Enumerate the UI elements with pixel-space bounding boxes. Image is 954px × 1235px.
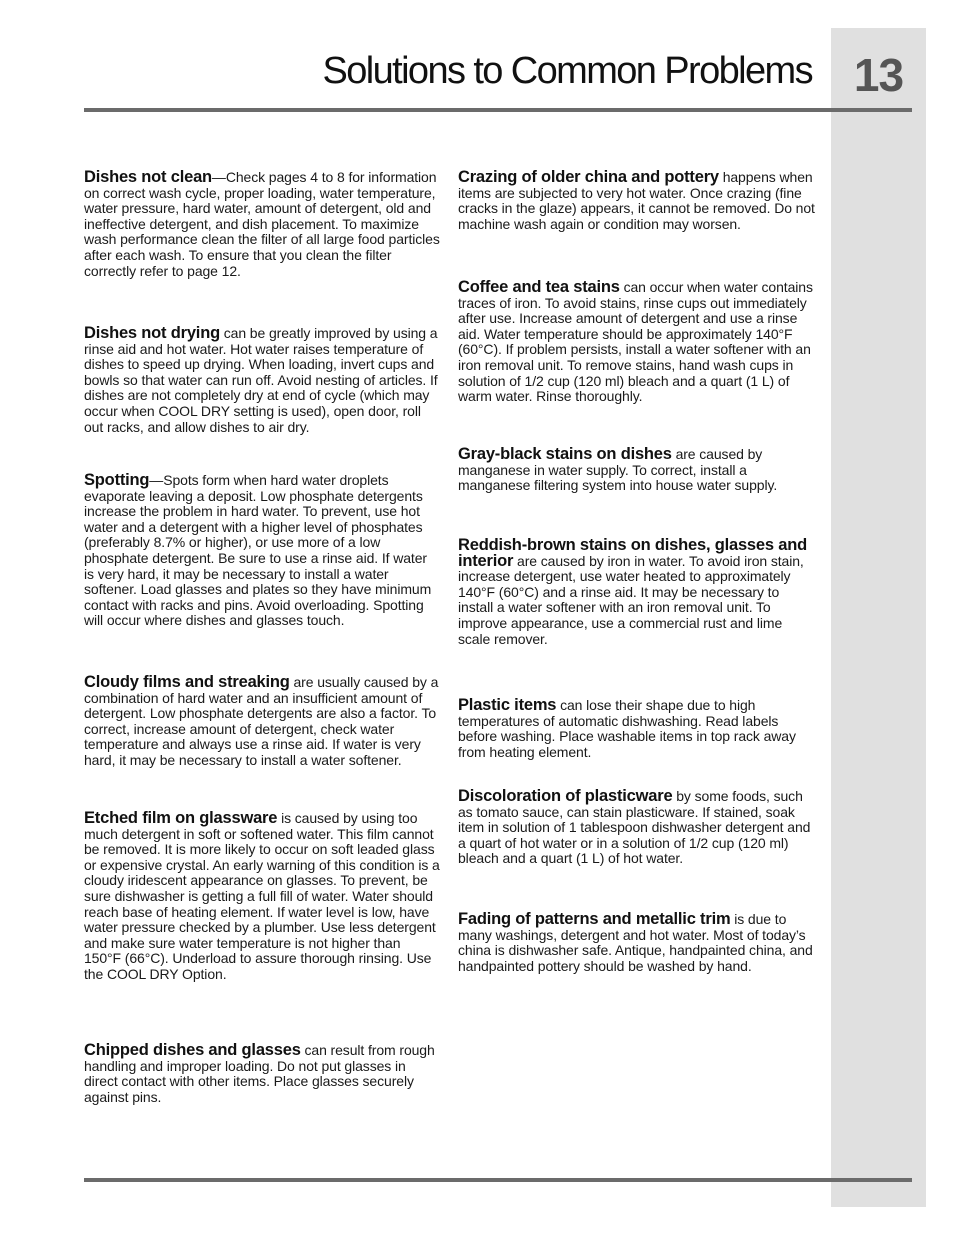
problem-description: are caused by iron in water. To avoid iron stain, increase detergent, use water heated to approximately 140°F (60°C) and a rinse aid. It may be necessary to install a water softener with an iron removal unit. To improve appearance, use a commercial rust and lime scale remover. bbox=[458, 552, 804, 647]
problem-description: Check pages 4 to 8 for information on correct wash cycle, proper loading, water temperature, water pressure, hard water, amount of detergent, old and ineffective detergent, and dish placement. To maximize wash performance clean the filter of all large food particles after each wash. To ensure that you clean the filter correctly refer to page 12. bbox=[84, 169, 440, 279]
page-number: 13 bbox=[853, 49, 904, 101]
problem-spotting bbox=[84, 473, 440, 629]
problem-coffee-tea-stains bbox=[458, 280, 818, 405]
problem-plastic-items bbox=[458, 698, 818, 760]
problem-description: are usually caused by a combination of hard water and an insufficient amount of detergent. Low phosphate detergents are also a factor. To correct, increase amount of detergent, check water temperature and always use a rinse aid. If water is very hard, it may be necessary to install a water softener. bbox=[84, 674, 439, 768]
separator: — bbox=[149, 472, 164, 488]
problem-heading: Dishes not drying bbox=[84, 324, 220, 342]
problem-etched-film bbox=[84, 811, 440, 983]
problem-dishes-not-drying bbox=[84, 326, 440, 435]
problem-heading: Plastic items bbox=[458, 696, 557, 714]
problem-chipped-dishes bbox=[84, 1043, 440, 1105]
problem-description: is due to many washings, detergent and hot water. Most of today’s china is dishwasher safe. Antique, handpainted china, and handpainted pottery should be washed by hand. bbox=[458, 911, 813, 974]
problem-heading: Etched film on glassware bbox=[84, 809, 278, 827]
problem-description: are caused by manganese in water supply. To correct, install a manganese filtering system into house water supply. bbox=[458, 446, 778, 494]
problem-description: can lose their shape due to high temperatures of automatic dishwashing. Read labels before washing. Place washable items in top rack away from heating element. bbox=[458, 697, 796, 760]
problem-cloudy-films bbox=[84, 675, 440, 769]
problem-discoloration-plasticware bbox=[458, 789, 818, 867]
problem-dishes-not-clean bbox=[84, 170, 440, 279]
problem-heading: Gray-black stains on dishes bbox=[458, 445, 672, 463]
separator: — bbox=[211, 169, 226, 185]
problem-description: Spots form when hard water droplets evaporate leaving a deposit. Low phosphate detergents increase the problem in hard water. To prevent, use hot water and a detergent with a higher level of phosphates (preferably 8.7% or higher), or use more of a low phosphate detergent. Be sure to use a rinse aid. If water is very hard, it may be necessary to install a water softener. Load glasses and plates so they have minimum contact with racks and pins. Avoid overloading. Spotting will occur where dishes and glasses touch. bbox=[84, 472, 432, 629]
problem-heading: Dishes not clean bbox=[84, 168, 212, 186]
problem-reddish-brown-stains bbox=[458, 538, 818, 647]
problem-crazing bbox=[458, 170, 818, 232]
problem-description: happens when items are subjected to very hot water. Once crazing (fine cracks in the glaze) appears, it cannot be removed. Do not machine wash again or condition may worsen. bbox=[458, 169, 815, 232]
problem-description: can occur when water contains traces of iron. To avoid stains, rinse cups out immediately after use. Increase amount of detergent and use a rinse aid. Water temperature should be approximately 140°F (60°C). If problem persists, install a water softener with an iron removal unit. To remove stains, hand wash cups in solution of 1/2 cup (120 ml) bleach and a quart (1 L) of warm water. Rinse thoroughly. bbox=[458, 279, 813, 405]
footer-divider bbox=[84, 1178, 912, 1182]
problem-heading: Discoloration of plasticware bbox=[458, 787, 673, 805]
problem-fading-patterns bbox=[458, 912, 818, 974]
problem-heading: Fading of patterns and metallic trim bbox=[458, 910, 731, 928]
problem-heading: Reddish-brown stains on dishes, glasses and interior bbox=[458, 536, 807, 570]
problem-heading: Crazing of older china and pottery bbox=[458, 168, 719, 186]
problem-gray-black-stains bbox=[458, 447, 818, 494]
problem-heading: Coffee and tea stains bbox=[458, 278, 620, 296]
problem-description: can result from rough handling and improper loading. Do not put glasses in direct contact with other items. Place glasses securely against pins. bbox=[84, 1042, 435, 1105]
problem-heading: Chipped dishes and glasses bbox=[84, 1041, 301, 1059]
page-number-tab bbox=[831, 28, 926, 1207]
problem-heading: Spotting bbox=[84, 471, 150, 489]
problem-description: can be greatly improved by using a rinse aid and hot water. Hot water raises temperature of dishes to speed up drying. When loading, invert cups and bowls so that water can run off. Avoid nesting of articles. If dishes are not completely dry at end of cycle (which may occur when COOL DRY setting is used), open door, roll out racks, and allow dishes to air dry. bbox=[84, 325, 438, 435]
page-title: Solutions to Common Problems bbox=[322, 50, 812, 92]
problem-description: is caused by using too much detergent in soft or softened water. This film cannot be removed. It is more likely to occur on soft leaded glass or expensive crystal. An early warning of this condition is a cloudy iridescent appearance on glasses. To prevent, be sure dishwasher is getting a full fill of water. Water should reach base of heating element. If water level is low, have water pressure checked by a plumber. Use less detergent and make sure water temperature is not higher than 150°F (66°C). Underload to assure thorough rinsing. Use the COOL DRY Option. bbox=[84, 810, 440, 982]
problem-description: by some foods, such as tomato sauce, can stain plasticware. If stained, soak item in solution of 1 tablespoon dishwasher detergent and a quart of hot water or in a solution of 1/2 cup (120 ml) bleach and a quart (1 L) of hot water. bbox=[458, 788, 811, 867]
header-divider bbox=[84, 108, 912, 112]
problem-heading: Cloudy films and streaking bbox=[84, 673, 290, 691]
